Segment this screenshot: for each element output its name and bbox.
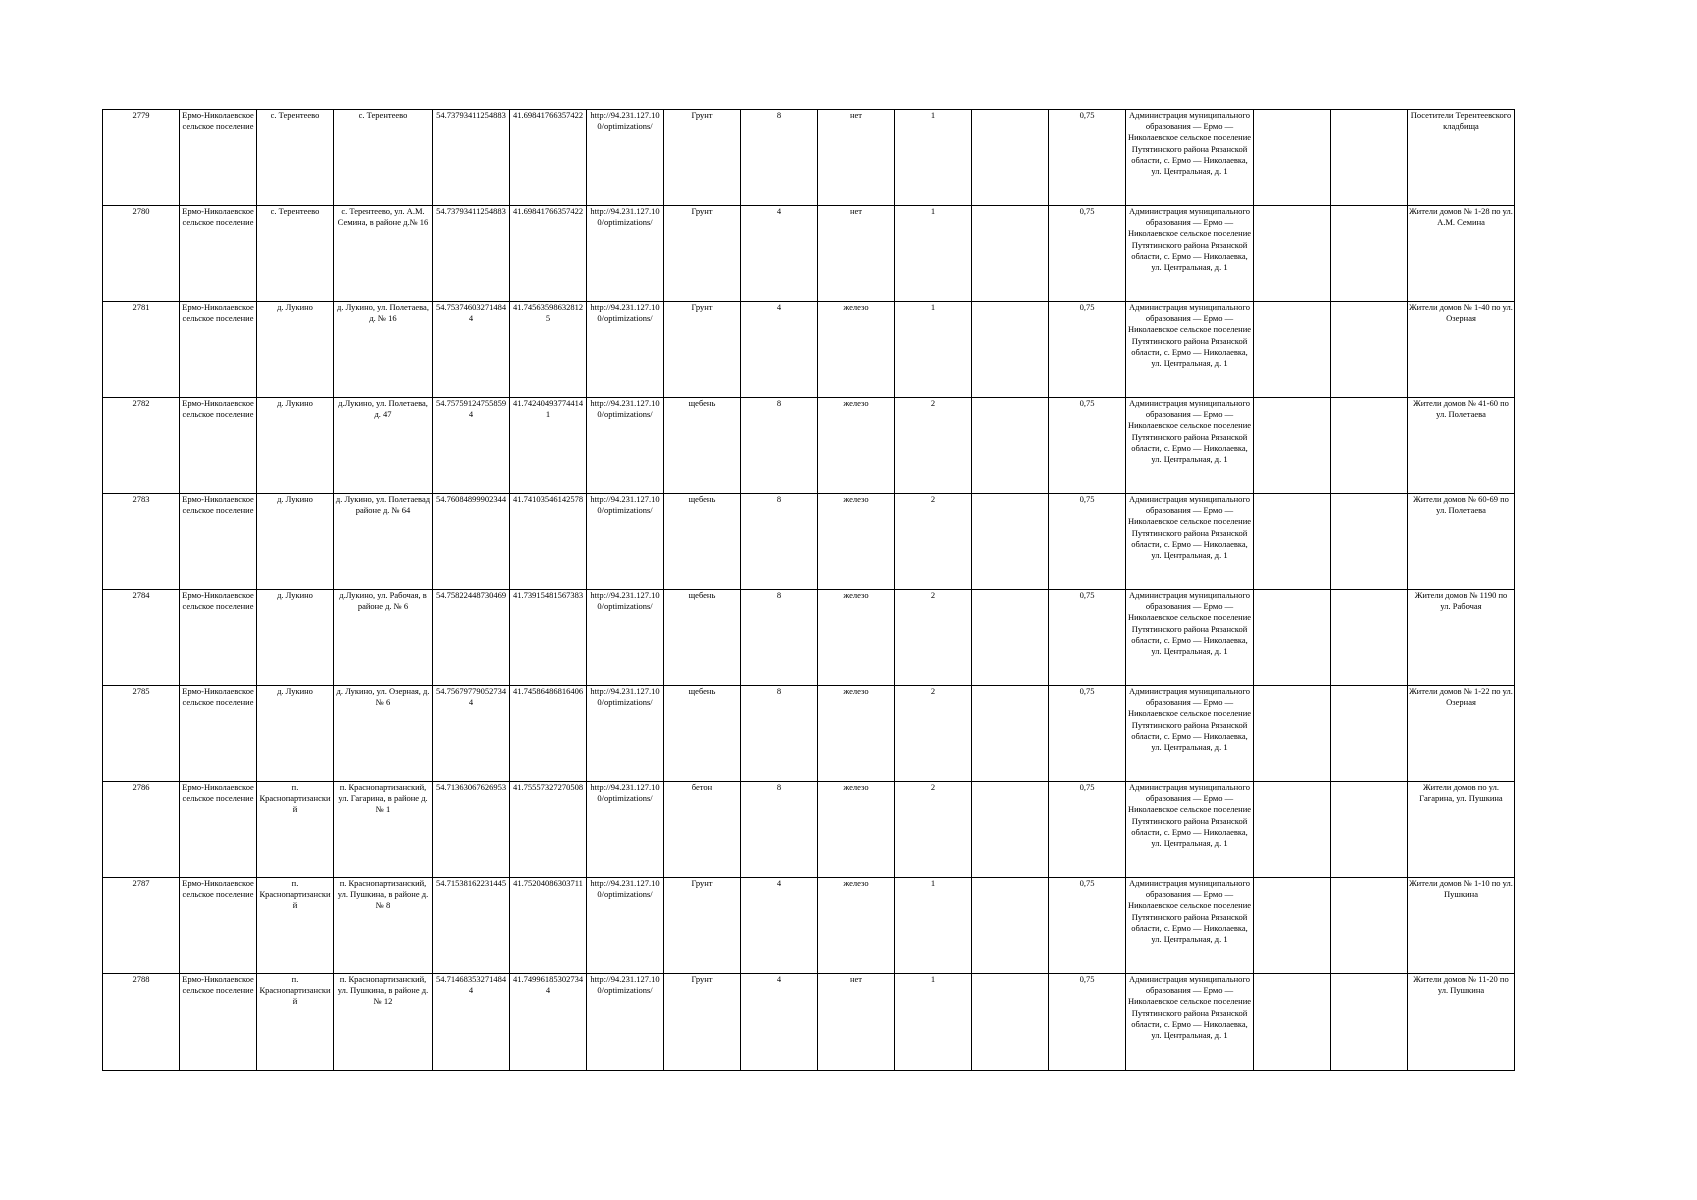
settlement-cell: Ермо-Николаевское сельское поселение xyxy=(180,590,257,686)
surface-cell: щебень xyxy=(664,686,741,782)
locality-cell: д. Лукино xyxy=(257,302,334,398)
empty-cell xyxy=(972,974,1049,1071)
row-number: 2786 xyxy=(103,782,180,878)
url-cell: http://94.231.127.100/optimizations/ xyxy=(587,206,664,302)
settlement-cell: Ермо-Николаевское сельское поселение xyxy=(180,206,257,302)
latitude-cell: 54.71538162231445 xyxy=(433,878,510,974)
address-cell: д.Лукино, ул. Рабочая, в районе д. № 6 xyxy=(334,590,433,686)
owner-cell: Администрация муниципального образования — Ермо — Николаевское сельское поселение Путятинского района Рязанской области, с. Ермо — Николаевка, ул. Центральная, д. 1 xyxy=(1126,782,1254,878)
longitude-cell: 41.742404937744141 xyxy=(510,398,587,494)
empty-cell xyxy=(972,782,1049,878)
address-cell: п. Краснопартизанский, ул. Пушкина, в районе д. № 8 xyxy=(334,878,433,974)
waste-sites-table xyxy=(102,109,1515,1071)
locality-cell: п. Краснопартизанский xyxy=(257,782,334,878)
empty-cell xyxy=(1254,782,1331,878)
owner-cell: Администрация муниципального образования — Ермо — Николаевское сельское поселение Путятинского района Рязанской области, с. Ермо — Николаевка, ул. Центральная, д. 1 xyxy=(1126,302,1254,398)
fence-cell: нет xyxy=(818,206,895,302)
row-number: 2784 xyxy=(103,590,180,686)
latitude-cell: 54.75822448730469 xyxy=(433,590,510,686)
url-cell: http://94.231.127.100/optimizations/ xyxy=(587,974,664,1071)
longitude-cell: 41.75204086303711 xyxy=(510,878,587,974)
settlement-cell: Ермо-Николаевское сельское поселение xyxy=(180,110,257,206)
surface-cell: Грунт xyxy=(664,974,741,1071)
longitude-cell: 41.69841766357422 xyxy=(510,206,587,302)
table-row xyxy=(103,398,1515,494)
empty-cell xyxy=(1254,110,1331,206)
latitude-cell: 54.753746032714844 xyxy=(433,302,510,398)
url-cell: http://94.231.127.100/optimizations/ xyxy=(587,878,664,974)
container-count-cell: 2 xyxy=(895,686,972,782)
area-cell: 8 xyxy=(741,398,818,494)
fence-cell: железо xyxy=(818,302,895,398)
area-cell: 8 xyxy=(741,494,818,590)
locality-cell: п. Краснопартизанский xyxy=(257,878,334,974)
waste-sources-cell: Жители домов № 1-40 по ул. Озерная xyxy=(1408,302,1515,398)
address-cell: д.Лукино, ул. Полетаева, д. 47 xyxy=(334,398,433,494)
row-number: 2785 xyxy=(103,686,180,782)
latitude-cell: 54.73793411254883 xyxy=(433,110,510,206)
empty-cell xyxy=(972,590,1049,686)
empty-cell xyxy=(972,494,1049,590)
row-number: 2781 xyxy=(103,302,180,398)
fence-cell: железо xyxy=(818,398,895,494)
settlement-cell: Ермо-Николаевское сельское поселение xyxy=(180,302,257,398)
surface-cell: щебень xyxy=(664,398,741,494)
locality-cell: д. Лукино xyxy=(257,398,334,494)
settlement-cell: Ермо-Николаевское сельское поселение xyxy=(180,782,257,878)
surface-cell: Грунт xyxy=(664,206,741,302)
area-cell: 4 xyxy=(741,302,818,398)
settlement-cell: Ермо-Николаевское сельское поселение xyxy=(180,494,257,590)
container-count-cell: 2 xyxy=(895,782,972,878)
latitude-cell: 54.757591247558594 xyxy=(433,398,510,494)
empty-cell xyxy=(1331,206,1408,302)
empty-cell xyxy=(1254,878,1331,974)
fence-cell: железо xyxy=(818,782,895,878)
empty-cell xyxy=(1331,302,1408,398)
area-cell: 4 xyxy=(741,974,818,1071)
surface-cell: Грунт xyxy=(664,302,741,398)
container-count-cell: 2 xyxy=(895,590,972,686)
row-number: 2787 xyxy=(103,878,180,974)
table-row xyxy=(103,686,1515,782)
settlement-cell: Ермо-Николаевское сельское поселение xyxy=(180,686,257,782)
table-row xyxy=(103,110,1515,206)
row-number: 2782 xyxy=(103,398,180,494)
container-volume-cell: 0,75 xyxy=(1049,878,1126,974)
empty-cell xyxy=(1331,110,1408,206)
address-cell: д. Лукино, ул. Полетаевад районе д. № 64 xyxy=(334,494,433,590)
surface-cell: щебень xyxy=(664,494,741,590)
empty-cell xyxy=(1331,878,1408,974)
empty-cell xyxy=(1331,782,1408,878)
url-cell: http://94.231.127.100/optimizations/ xyxy=(587,110,664,206)
container-count-cell: 1 xyxy=(895,110,972,206)
fence-cell: нет xyxy=(818,974,895,1071)
owner-cell: Администрация муниципального образования — Ермо — Николаевское сельское поселение Путятинского района Рязанской области, с. Ермо — Николаевка, ул. Центральная, д. 1 xyxy=(1126,494,1254,590)
container-count-cell: 1 xyxy=(895,206,972,302)
empty-cell xyxy=(1254,494,1331,590)
empty-cell xyxy=(1254,686,1331,782)
empty-cell xyxy=(1254,590,1331,686)
fence-cell: железо xyxy=(818,686,895,782)
longitude-cell: 41.745635986328125 xyxy=(510,302,587,398)
longitude-cell: 41.749961853027344 xyxy=(510,974,587,1071)
container-count-cell: 1 xyxy=(895,302,972,398)
empty-cell xyxy=(972,686,1049,782)
table-row xyxy=(103,302,1515,398)
locality-cell: д. Лукино xyxy=(257,494,334,590)
owner-cell: Администрация муниципального образования — Ермо — Николаевское сельское поселение Путятинского района Рязанской области, с. Ермо — Николаевка, ул. Центральная, д. 1 xyxy=(1126,398,1254,494)
table-row xyxy=(103,782,1515,878)
locality-cell: д. Лукино xyxy=(257,686,334,782)
owner-cell: Администрация муниципального образования — Ермо — Николаевское сельское поселение Путятинского района Рязанской области, с. Ермо — Николаевка, ул. Центральная, д. 1 xyxy=(1126,686,1254,782)
waste-sources-cell: Жители домов № 1-10 по ул. Пушкина xyxy=(1408,878,1515,974)
waste-sources-cell: Жители домов № 60-69 по ул. Полетаева xyxy=(1408,494,1515,590)
url-cell: http://94.231.127.100/optimizations/ xyxy=(587,686,664,782)
latitude-cell: 54.756797790527344 xyxy=(433,686,510,782)
locality-cell: с. Терентеево xyxy=(257,110,334,206)
empty-cell xyxy=(972,398,1049,494)
empty-cell xyxy=(1331,686,1408,782)
waste-sources-cell: Жители домов № 1190 по ул. Рабочая xyxy=(1408,590,1515,686)
container-volume-cell: 0,75 xyxy=(1049,302,1126,398)
address-cell: д. Лукино, ул. Полетаева, д. № 16 xyxy=(334,302,433,398)
table-row xyxy=(103,590,1515,686)
longitude-cell: 41.74586486816406 xyxy=(510,686,587,782)
owner-cell: Администрация муниципального образования — Ермо — Николаевское сельское поселение Путятинского района Рязанской области, с. Ермо — Николаевка, ул. Центральная, д. 1 xyxy=(1126,878,1254,974)
longitude-cell: 41.74103546142578 xyxy=(510,494,587,590)
container-count-cell: 2 xyxy=(895,494,972,590)
container-volume-cell: 0,75 xyxy=(1049,974,1126,1071)
latitude-cell: 54.71363067626953 xyxy=(433,782,510,878)
container-count-cell: 1 xyxy=(895,974,972,1071)
settlement-cell: Ермо-Николаевское сельское поселение xyxy=(180,974,257,1071)
locality-cell: п. Краснопартизанский xyxy=(257,974,334,1071)
url-cell: http://94.231.127.100/optimizations/ xyxy=(587,398,664,494)
area-cell: 8 xyxy=(741,686,818,782)
fence-cell: железо xyxy=(818,590,895,686)
empty-cell xyxy=(972,110,1049,206)
locality-cell: с. Терентеево xyxy=(257,206,334,302)
owner-cell: Администрация муниципального образования — Ермо — Николаевское сельское поселение Путятинского района Рязанской области, с. Ермо — Николаевка, ул. Центральная, д. 1 xyxy=(1126,206,1254,302)
waste-sources-cell: Жители домов № 1-22 по ул. Озерная xyxy=(1408,686,1515,782)
address-cell: с. Терентеево xyxy=(334,110,433,206)
empty-cell xyxy=(1331,974,1408,1071)
surface-cell: бетон xyxy=(664,782,741,878)
waste-sources-cell: Посетители Терентеевского кладбища xyxy=(1408,110,1515,206)
owner-cell: Администрация муниципального образования — Ермо — Николаевское сельское поселение Путятинского района Рязанской области, с. Ермо — Николаевка, ул. Центральная, д. 1 xyxy=(1126,974,1254,1071)
locality-cell: д. Лукино xyxy=(257,590,334,686)
address-cell: п. Краснопартизанский, ул. Гагарина, в районе д. № 1 xyxy=(334,782,433,878)
container-volume-cell: 0,75 xyxy=(1049,782,1126,878)
waste-sources-cell: Жители домов № 41-60 по ул. Полетаева xyxy=(1408,398,1515,494)
owner-cell: Администрация муниципального образования — Ермо — Николаевское сельское поселение Путятинского района Рязанской области, с. Ермо — Николаевка, ул. Центральная, д. 1 xyxy=(1126,110,1254,206)
area-cell: 8 xyxy=(741,590,818,686)
table-row xyxy=(103,494,1515,590)
surface-cell: щебень xyxy=(664,590,741,686)
address-cell: п. Краснопартизанский, ул. Пушкина, в районе д. № 12 xyxy=(334,974,433,1071)
waste-sources-cell: Жители домов по ул. Гагарина, ул. Пушкина xyxy=(1408,782,1515,878)
row-number: 2788 xyxy=(103,974,180,1071)
area-cell: 8 xyxy=(741,782,818,878)
address-cell: д. Лукино, ул. Озерная, д. № 6 xyxy=(334,686,433,782)
container-count-cell: 1 xyxy=(895,878,972,974)
url-cell: http://94.231.127.100/optimizations/ xyxy=(587,494,664,590)
url-cell: http://94.231.127.100/optimizations/ xyxy=(587,302,664,398)
address-cell: с. Терентеево, ул. А.М. Семина, в районе д.№ 16 xyxy=(334,206,433,302)
container-volume-cell: 0,75 xyxy=(1049,494,1126,590)
container-volume-cell: 0,75 xyxy=(1049,590,1126,686)
empty-cell xyxy=(1254,302,1331,398)
empty-cell xyxy=(972,878,1049,974)
settlement-cell: Ермо-Николаевское сельское поселение xyxy=(180,878,257,974)
empty-cell xyxy=(972,302,1049,398)
fence-cell: нет xyxy=(818,110,895,206)
latitude-cell: 54.714683532714844 xyxy=(433,974,510,1071)
fence-cell: железо xyxy=(818,494,895,590)
url-cell: http://94.231.127.100/optimizations/ xyxy=(587,590,664,686)
owner-cell: Администрация муниципального образования — Ермо — Николаевское сельское поселение Путятинского района Рязанской области, с. Ермо — Николаевка, ул. Центральная, д. 1 xyxy=(1126,590,1254,686)
empty-cell xyxy=(1254,206,1331,302)
longitude-cell: 41.75557327270508 xyxy=(510,782,587,878)
latitude-cell: 54.73793411254883 xyxy=(433,206,510,302)
container-volume-cell: 0,75 xyxy=(1049,206,1126,302)
empty-cell xyxy=(1331,590,1408,686)
table-row xyxy=(103,206,1515,302)
waste-sources-cell: Жители домов № 1-28 по ул. А.М. Семина xyxy=(1408,206,1515,302)
row-number: 2783 xyxy=(103,494,180,590)
area-cell: 4 xyxy=(741,206,818,302)
empty-cell xyxy=(1331,398,1408,494)
table-row xyxy=(103,878,1515,974)
waste-sources-cell: Жители домов № 11-20 по ул. Пушкина xyxy=(1408,974,1515,1071)
url-cell: http://94.231.127.100/optimizations/ xyxy=(587,782,664,878)
row-number: 2779 xyxy=(103,110,180,206)
empty-cell xyxy=(1331,494,1408,590)
container-volume-cell: 0,75 xyxy=(1049,110,1126,206)
document-page xyxy=(102,109,1515,1071)
empty-cell xyxy=(972,206,1049,302)
container-volume-cell: 0,75 xyxy=(1049,398,1126,494)
table-row xyxy=(103,974,1515,1071)
longitude-cell: 41.73915481567383 xyxy=(510,590,587,686)
fence-cell: железо xyxy=(818,878,895,974)
area-cell: 4 xyxy=(741,878,818,974)
area-cell: 8 xyxy=(741,110,818,206)
surface-cell: Грунт xyxy=(664,878,741,974)
longitude-cell: 41.69841766357422 xyxy=(510,110,587,206)
container-count-cell: 2 xyxy=(895,398,972,494)
row-number: 2780 xyxy=(103,206,180,302)
empty-cell xyxy=(1254,974,1331,1071)
surface-cell: Грунт xyxy=(664,110,741,206)
settlement-cell: Ермо-Николаевское сельское поселение xyxy=(180,398,257,494)
container-volume-cell: 0,75 xyxy=(1049,686,1126,782)
latitude-cell: 54.76084899902344 xyxy=(433,494,510,590)
empty-cell xyxy=(1254,398,1331,494)
